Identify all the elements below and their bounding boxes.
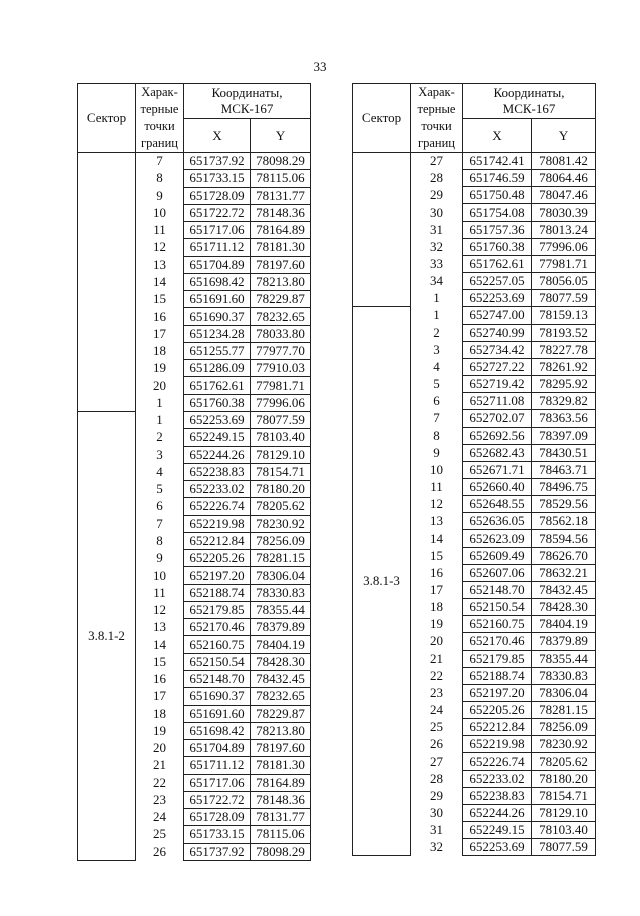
y-cell: 78098.29 xyxy=(251,153,311,170)
y-cell: 78077.59 xyxy=(532,290,596,307)
point-cell: 30 xyxy=(411,804,463,821)
x-cell: 652648.55 xyxy=(463,496,532,513)
point-cell: 27 xyxy=(411,153,463,170)
x-cell: 651711.12 xyxy=(184,239,251,256)
x-cell: 651286.09 xyxy=(184,360,251,377)
table-row xyxy=(353,307,596,324)
x-cell: 651746.59 xyxy=(463,170,532,187)
y-cell: 78626.70 xyxy=(532,547,596,564)
y-cell: 78077.59 xyxy=(251,411,311,428)
point-cell: 13 xyxy=(136,619,184,636)
y-cell: 78131.77 xyxy=(251,809,311,826)
x-cell: 652660.40 xyxy=(463,478,532,495)
y-cell: 78256.09 xyxy=(251,532,311,549)
point-cell: 26 xyxy=(136,843,184,860)
point-cell: 21 xyxy=(411,650,463,667)
y-cell: 78115.06 xyxy=(251,170,311,187)
point-cell: 6 xyxy=(411,393,463,410)
header-y: Y xyxy=(251,119,311,153)
y-cell: 78404.19 xyxy=(251,636,311,653)
x-cell: 652636.05 xyxy=(463,513,532,530)
point-cell: 13 xyxy=(136,256,184,273)
y-cell: 78363.56 xyxy=(532,410,596,427)
y-cell: 78213.80 xyxy=(251,722,311,739)
point-cell: 14 xyxy=(136,273,184,290)
y-cell: 78330.83 xyxy=(532,667,596,684)
x-cell: 652188.74 xyxy=(184,584,251,601)
y-cell: 78131.77 xyxy=(251,187,311,204)
point-cell: 28 xyxy=(411,770,463,787)
point-cell: 5 xyxy=(136,481,184,498)
y-cell: 78529.56 xyxy=(532,496,596,513)
x-cell: 652740.99 xyxy=(463,324,532,341)
page-number: 33 xyxy=(313,59,327,74)
point-cell: 19 xyxy=(136,722,184,739)
x-cell: 652238.83 xyxy=(463,787,532,804)
x-cell: 652233.02 xyxy=(463,770,532,787)
point-cell: 11 xyxy=(136,584,184,601)
y-cell: 78180.20 xyxy=(532,770,596,787)
point-cell: 7 xyxy=(411,410,463,427)
x-cell: 652249.15 xyxy=(463,822,532,839)
x-cell: 652727.22 xyxy=(463,358,532,375)
x-cell: 651722.72 xyxy=(184,791,251,808)
y-cell: 78081.42 xyxy=(532,153,596,170)
x-cell: 652253.69 xyxy=(463,839,532,856)
table-body-right xyxy=(353,153,596,856)
header-y: Y xyxy=(532,119,596,153)
point-cell: 10 xyxy=(411,461,463,478)
y-cell: 78428.30 xyxy=(251,653,311,670)
point-cell: 27 xyxy=(411,753,463,770)
y-cell: 78205.62 xyxy=(251,498,311,515)
y-cell: 78306.04 xyxy=(532,684,596,701)
x-cell: 651690.37 xyxy=(184,308,251,325)
point-cell: 7 xyxy=(136,153,184,170)
header-sector: Сектор xyxy=(78,84,136,153)
y-cell: 78379.89 xyxy=(532,633,596,650)
header-coordinates: Координаты, МСК-167 xyxy=(184,84,311,119)
sector-cell xyxy=(353,153,411,307)
y-cell: 77981.71 xyxy=(251,377,311,394)
sector-cell: 3.8.1-2 xyxy=(78,411,136,860)
y-cell: 78230.92 xyxy=(251,515,311,532)
point-cell: 32 xyxy=(411,839,463,856)
point-cell: 30 xyxy=(411,204,463,221)
point-cell: 9 xyxy=(136,187,184,204)
y-cell: 78148.36 xyxy=(251,791,311,808)
point-cell: 1 xyxy=(136,411,184,428)
point-cell: 25 xyxy=(136,826,184,843)
y-cell: 78197.60 xyxy=(251,740,311,757)
x-cell: 652734.42 xyxy=(463,341,532,358)
point-cell: 9 xyxy=(136,550,184,567)
x-cell: 651760.38 xyxy=(463,238,532,255)
point-cell: 24 xyxy=(411,702,463,719)
x-cell: 652160.75 xyxy=(184,636,251,653)
x-cell: 652623.09 xyxy=(463,530,532,547)
y-cell: 78229.87 xyxy=(251,291,311,308)
x-cell: 651691.60 xyxy=(184,705,251,722)
y-cell: 78404.19 xyxy=(532,616,596,633)
point-cell: 28 xyxy=(411,170,463,187)
point-cell: 11 xyxy=(136,222,184,239)
x-cell: 651691.60 xyxy=(184,291,251,308)
point-cell: 29 xyxy=(411,787,463,804)
x-cell: 651733.15 xyxy=(184,826,251,843)
y-cell: 78148.36 xyxy=(251,204,311,221)
point-cell: 18 xyxy=(136,342,184,359)
y-cell: 78355.44 xyxy=(532,650,596,667)
point-cell: 16 xyxy=(136,308,184,325)
point-cell: 15 xyxy=(136,291,184,308)
point-cell: 5 xyxy=(411,376,463,393)
y-cell: 78115.06 xyxy=(251,826,311,843)
point-cell: 7 xyxy=(136,515,184,532)
x-cell: 652692.56 xyxy=(463,427,532,444)
point-cell: 29 xyxy=(411,187,463,204)
y-cell: 78432.45 xyxy=(532,581,596,598)
header-points: Харак- терные точки границ xyxy=(411,84,463,153)
y-cell: 77910.03 xyxy=(251,360,311,377)
point-cell: 21 xyxy=(136,757,184,774)
x-cell: 651717.06 xyxy=(184,222,251,239)
x-cell: 652170.46 xyxy=(184,619,251,636)
x-cell: 652212.84 xyxy=(463,719,532,736)
x-cell: 651762.61 xyxy=(184,377,251,394)
x-cell: 651722.72 xyxy=(184,204,251,221)
y-cell: 78181.30 xyxy=(251,757,311,774)
point-cell: 8 xyxy=(411,427,463,444)
point-cell: 8 xyxy=(136,170,184,187)
header-sector: Сектор xyxy=(353,84,411,153)
x-cell: 652150.54 xyxy=(463,599,532,616)
y-cell: 78430.51 xyxy=(532,444,596,461)
point-cell: 31 xyxy=(411,822,463,839)
y-cell: 77996.06 xyxy=(532,238,596,255)
x-cell: 652244.26 xyxy=(184,446,251,463)
header-x: X xyxy=(463,119,532,153)
point-cell: 16 xyxy=(411,564,463,581)
y-cell: 78103.40 xyxy=(251,429,311,446)
y-cell: 78164.89 xyxy=(251,774,311,791)
point-cell: 23 xyxy=(136,791,184,808)
y-cell: 78159.13 xyxy=(532,307,596,324)
header-coordinates: Координаты, МСК-167 xyxy=(463,84,596,119)
point-cell: 17 xyxy=(136,325,184,342)
y-cell: 78056.05 xyxy=(532,273,596,290)
x-cell: 652197.20 xyxy=(184,567,251,584)
y-cell: 78164.89 xyxy=(251,222,311,239)
x-cell: 652719.42 xyxy=(463,376,532,393)
y-cell: 78256.09 xyxy=(532,719,596,736)
point-cell: 6 xyxy=(136,498,184,515)
x-cell: 652226.74 xyxy=(463,753,532,770)
y-cell: 78197.60 xyxy=(251,256,311,273)
point-cell: 11 xyxy=(411,478,463,495)
point-cell: 9 xyxy=(411,444,463,461)
y-cell: 78463.71 xyxy=(532,461,596,478)
table-row xyxy=(78,411,311,428)
x-cell: 652747.00 xyxy=(463,307,532,324)
x-cell: 651737.92 xyxy=(184,843,251,860)
y-cell: 78033.80 xyxy=(251,325,311,342)
point-cell: 23 xyxy=(411,684,463,701)
point-cell: 12 xyxy=(136,601,184,618)
y-cell: 78232.65 xyxy=(251,688,311,705)
x-cell: 652671.71 xyxy=(463,461,532,478)
x-cell: 652257.05 xyxy=(463,273,532,290)
point-cell: 34 xyxy=(411,273,463,290)
table-row xyxy=(78,153,311,170)
point-cell: 22 xyxy=(136,774,184,791)
coordinates-table-left xyxy=(77,83,311,861)
header-x: X xyxy=(184,119,251,153)
point-cell: 17 xyxy=(136,688,184,705)
y-cell: 78306.04 xyxy=(251,567,311,584)
y-cell: 78281.15 xyxy=(532,702,596,719)
x-cell: 652702.07 xyxy=(463,410,532,427)
x-cell: 652238.83 xyxy=(184,463,251,480)
x-cell: 652160.75 xyxy=(463,616,532,633)
point-cell: 8 xyxy=(136,532,184,549)
point-cell: 22 xyxy=(411,667,463,684)
x-cell: 651733.15 xyxy=(184,170,251,187)
coordinates-table-right xyxy=(352,83,596,856)
x-cell: 652148.70 xyxy=(184,670,251,687)
x-cell: 651754.08 xyxy=(463,204,532,221)
y-cell: 78379.89 xyxy=(251,619,311,636)
header-points: Харак- терные точки границ xyxy=(136,84,184,153)
point-cell: 19 xyxy=(136,360,184,377)
y-cell: 78098.29 xyxy=(251,843,311,860)
y-cell: 77996.06 xyxy=(251,394,311,411)
x-cell: 651762.61 xyxy=(463,255,532,272)
y-cell: 78129.10 xyxy=(251,446,311,463)
y-cell: 78205.62 xyxy=(532,753,596,770)
point-cell: 2 xyxy=(411,324,463,341)
x-cell: 651728.09 xyxy=(184,809,251,826)
y-cell: 78181.30 xyxy=(251,239,311,256)
x-cell: 652253.69 xyxy=(463,290,532,307)
x-cell: 652607.06 xyxy=(463,564,532,581)
y-cell: 78295.92 xyxy=(532,376,596,393)
x-cell: 651760.38 xyxy=(184,394,251,411)
point-cell: 14 xyxy=(411,530,463,547)
y-cell: 78397.09 xyxy=(532,427,596,444)
y-cell: 78180.20 xyxy=(251,481,311,498)
point-cell: 3 xyxy=(136,446,184,463)
x-cell: 652219.98 xyxy=(463,736,532,753)
point-cell: 1 xyxy=(411,307,463,324)
y-cell: 78594.56 xyxy=(532,530,596,547)
x-cell: 651711.12 xyxy=(184,757,251,774)
point-cell: 13 xyxy=(411,513,463,530)
y-cell: 78230.92 xyxy=(532,736,596,753)
x-cell: 652212.84 xyxy=(184,532,251,549)
point-cell: 31 xyxy=(411,221,463,238)
point-cell: 3 xyxy=(411,341,463,358)
table-row xyxy=(353,153,596,170)
point-cell: 15 xyxy=(136,653,184,670)
point-cell: 4 xyxy=(136,463,184,480)
x-cell: 651690.37 xyxy=(184,688,251,705)
point-cell: 19 xyxy=(411,616,463,633)
point-cell: 10 xyxy=(136,204,184,221)
x-cell: 652148.70 xyxy=(463,581,532,598)
y-cell: 78562.18 xyxy=(532,513,596,530)
y-cell: 78077.59 xyxy=(532,839,596,856)
y-cell: 77981.71 xyxy=(532,255,596,272)
y-cell: 78064.46 xyxy=(532,170,596,187)
x-cell: 652179.85 xyxy=(463,650,532,667)
x-cell: 652205.26 xyxy=(184,550,251,567)
x-cell: 652188.74 xyxy=(463,667,532,684)
point-cell: 20 xyxy=(136,740,184,757)
x-cell: 652253.69 xyxy=(184,411,251,428)
y-cell: 78632.21 xyxy=(532,564,596,581)
y-cell: 78129.10 xyxy=(532,804,596,821)
point-cell: 12 xyxy=(136,239,184,256)
point-cell: 15 xyxy=(411,547,463,564)
y-cell: 78193.52 xyxy=(532,324,596,341)
x-cell: 651234.28 xyxy=(184,325,251,342)
point-cell: 1 xyxy=(136,394,184,411)
point-cell: 25 xyxy=(411,719,463,736)
point-cell: 1 xyxy=(411,290,463,307)
y-cell: 78154.71 xyxy=(532,787,596,804)
y-cell: 78496.75 xyxy=(532,478,596,495)
x-cell: 652711.08 xyxy=(463,393,532,410)
y-cell: 78030.39 xyxy=(532,204,596,221)
x-cell: 651704.89 xyxy=(184,740,251,757)
point-cell: 16 xyxy=(136,670,184,687)
point-cell: 20 xyxy=(411,633,463,650)
x-cell: 651757.36 xyxy=(463,221,532,238)
point-cell: 32 xyxy=(411,238,463,255)
x-cell: 652609.49 xyxy=(463,547,532,564)
x-cell: 651750.48 xyxy=(463,187,532,204)
x-cell: 652249.15 xyxy=(184,429,251,446)
point-cell: 20 xyxy=(136,377,184,394)
point-cell: 12 xyxy=(411,496,463,513)
y-cell: 78154.71 xyxy=(251,463,311,480)
point-cell: 14 xyxy=(136,636,184,653)
x-cell: 651717.06 xyxy=(184,774,251,791)
x-cell: 652244.26 xyxy=(463,804,532,821)
point-cell: 33 xyxy=(411,255,463,272)
point-cell: 17 xyxy=(411,581,463,598)
y-cell: 78329.82 xyxy=(532,393,596,410)
y-cell: 78227.78 xyxy=(532,341,596,358)
point-cell: 18 xyxy=(411,599,463,616)
x-cell: 652219.98 xyxy=(184,515,251,532)
x-cell: 652226.74 xyxy=(184,498,251,515)
x-cell: 652233.02 xyxy=(184,481,251,498)
x-cell: 651704.89 xyxy=(184,256,251,273)
x-cell: 651742.41 xyxy=(463,153,532,170)
y-cell: 78047.46 xyxy=(532,187,596,204)
point-cell: 4 xyxy=(411,358,463,375)
point-cell: 24 xyxy=(136,809,184,826)
y-cell: 78261.92 xyxy=(532,358,596,375)
point-cell: 2 xyxy=(136,429,184,446)
point-cell: 18 xyxy=(136,705,184,722)
x-cell: 652197.20 xyxy=(463,684,532,701)
x-cell: 651255.77 xyxy=(184,342,251,359)
y-cell: 78213.80 xyxy=(251,273,311,290)
x-cell: 652205.26 xyxy=(463,702,532,719)
y-cell: 78103.40 xyxy=(532,822,596,839)
y-cell: 78013.24 xyxy=(532,221,596,238)
x-cell: 652179.85 xyxy=(184,601,251,618)
y-cell: 77977.70 xyxy=(251,342,311,359)
y-cell: 78330.83 xyxy=(251,584,311,601)
table-body-left xyxy=(78,153,311,861)
x-cell: 652170.46 xyxy=(463,633,532,650)
point-cell: 10 xyxy=(136,567,184,584)
y-cell: 78355.44 xyxy=(251,601,311,618)
sector-cell xyxy=(78,153,136,412)
y-cell: 78428.30 xyxy=(532,599,596,616)
y-cell: 78229.87 xyxy=(251,705,311,722)
x-cell: 651698.42 xyxy=(184,722,251,739)
point-cell: 26 xyxy=(411,736,463,753)
x-cell: 651737.92 xyxy=(184,153,251,170)
x-cell: 651698.42 xyxy=(184,273,251,290)
x-cell: 652150.54 xyxy=(184,653,251,670)
y-cell: 78281.15 xyxy=(251,550,311,567)
x-cell: 652682.43 xyxy=(463,444,532,461)
sector-cell: 3.8.1-3 xyxy=(353,307,411,856)
y-cell: 78432.45 xyxy=(251,670,311,687)
y-cell: 78232.65 xyxy=(251,308,311,325)
x-cell: 651728.09 xyxy=(184,187,251,204)
